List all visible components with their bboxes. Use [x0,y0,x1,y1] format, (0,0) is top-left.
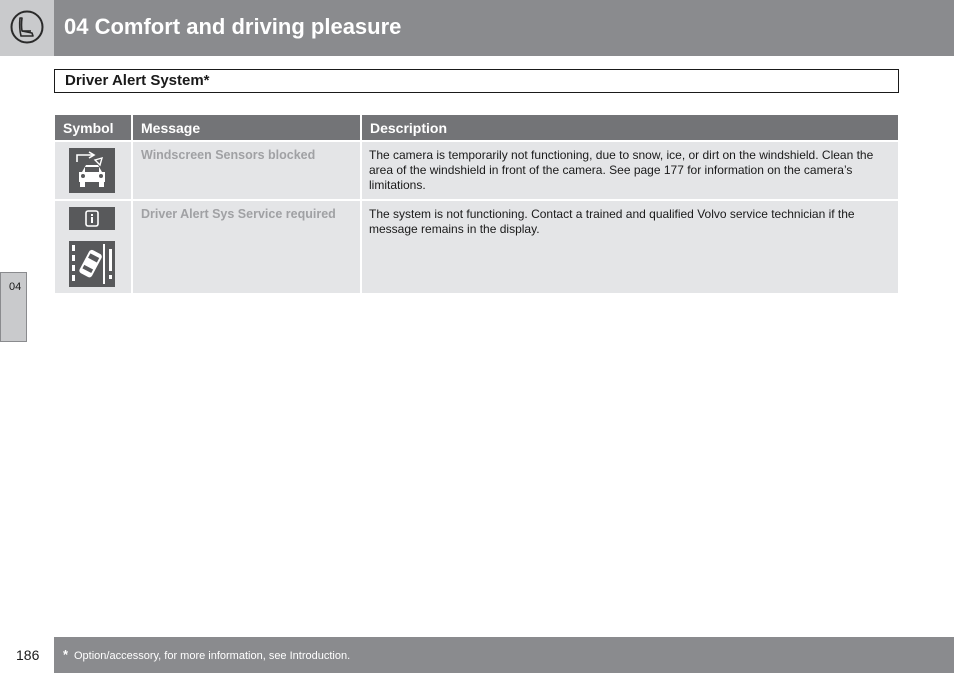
footnote-star: * [63,647,69,662]
chapter-side-tab [0,272,27,342]
symbol-cell [55,140,131,199]
windscreen-sensor-car-icon [69,148,115,193]
seat-icon [10,10,44,44]
message-cell: Windscreen Sensors blocked [131,140,360,199]
chapter-icon-box [0,0,54,56]
table-header-row [55,115,898,140]
description-cell: The system is not functioning. Contact a trained and qualified Volvo service technician if the message remains in the display. [360,199,898,293]
driver-alert-lane-warning-icon [69,241,115,287]
page-number: 186 [16,647,40,663]
info-icon [69,207,115,230]
table-row [55,199,898,293]
footer-band [54,637,954,673]
message-cell: Driver Alert Sys Service required [131,199,360,293]
column-header-description: Description [360,115,898,140]
section-heading-box [54,69,899,93]
section-title: Driver Alert System* [65,72,210,89]
table-row [55,140,898,199]
column-header-message: Message [131,115,360,140]
column-header-symbol: Symbol [55,115,131,140]
message-table [55,115,898,293]
chapter-side-tab-label: 04 [9,281,22,293]
description-cell: The camera is temporarily not functioning, due to snow, ice, or dirt on the windshield. Clean the area of the windshield in front of the camera. See page 177 for information on the camera’s limitations. [360,140,898,199]
footnote-text: Option/accessory, for more information, see Introduction. [74,650,351,662]
symbol-cell [55,199,131,293]
chapter-title: 04 Comfort and driving pleasure [64,14,402,39]
